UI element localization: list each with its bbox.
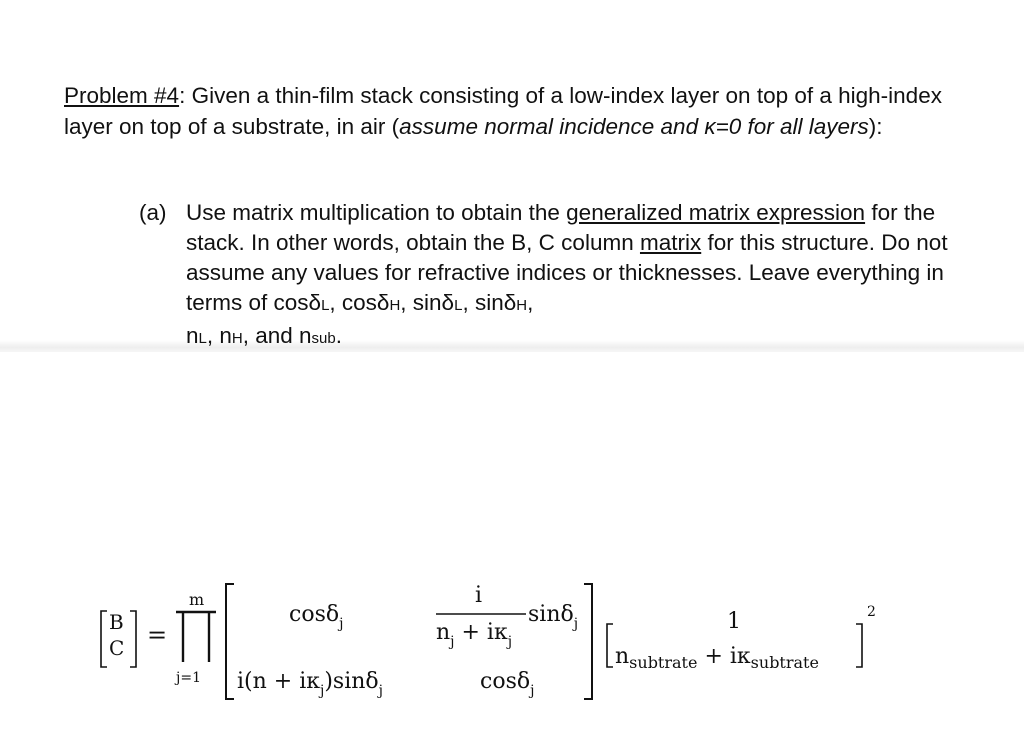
m11-main: cosδ — [289, 602, 340, 627]
part-a-t6: , sinδ — [462, 290, 517, 315]
matrix-right-bracket — [584, 584, 592, 699]
vector-left-bracket — [101, 611, 107, 667]
m12-den-n: n — [436, 620, 451, 645]
m12-den-sub2: j — [507, 634, 513, 650]
problem-colon: : — [179, 83, 186, 108]
sub-h-1: H — [389, 297, 401, 314]
part-a-n1: n — [186, 323, 199, 348]
m12-sin-sub: j — [573, 616, 579, 632]
column-plus: + iκ — [697, 644, 751, 669]
part-a-t5: , sinδ — [400, 290, 455, 315]
sub-h-2: H — [516, 297, 528, 314]
vector-b: B — [109, 610, 124, 634]
column-n-sub: subtrate — [629, 653, 698, 672]
m11-sub: j — [339, 616, 344, 632]
m12-denominator — [436, 620, 513, 650]
m12-den-sub1: j — [450, 634, 455, 650]
column-k-sub: subtrate — [750, 653, 819, 672]
part-a-t2: for the stack. In other words, obtain the B, C column — [186, 200, 936, 255]
part-a-t3: for this structure. Do not assume any values for refractive indices or thicknesses. Leave everything in terms of cosδ — [186, 230, 948, 315]
part-a-t7: , — [527, 290, 534, 315]
sub-h-3: H — [231, 330, 243, 347]
m12-numerator: i — [475, 583, 483, 608]
column-top: 1 — [727, 609, 741, 634]
problem-assumption: assume normal incidence and κ=0 for all layers — [399, 114, 869, 139]
m12-sin-main: sinδ — [528, 602, 574, 627]
upper-limit: m — [189, 590, 205, 609]
m11-cos — [289, 602, 344, 632]
problem-label: Problem #4 — [64, 83, 180, 108]
part-a-t10: . — [335, 323, 342, 348]
vector-c: C — [109, 636, 125, 660]
m21-a: i(n + iκ — [237, 669, 320, 694]
lower-limit: j=1 — [176, 670, 201, 686]
m12-sin — [528, 602, 579, 632]
sub-sub: sub — [311, 330, 336, 347]
m21-sub2: j — [378, 683, 384, 699]
part-a-t8: , n — [206, 323, 232, 348]
m21 — [237, 669, 384, 699]
m12-den-plus: + iκ — [454, 620, 508, 645]
matrix-left-bracket — [226, 584, 234, 699]
product-symbol — [176, 560, 177, 561]
m22-cos — [480, 669, 535, 699]
column-left-bracket — [607, 624, 613, 667]
part-a-t4: , cosδ — [329, 290, 390, 315]
m22-sub: j — [530, 683, 535, 699]
link-generalized-matrix-expression: generalized matrix expression — [566, 200, 866, 225]
sub-l-1: L — [321, 297, 330, 314]
part-a-t9: , and n — [242, 323, 312, 348]
column-right-bracket — [856, 624, 862, 667]
m21-b: )sinδ — [324, 669, 379, 694]
part-a-t1: Use matrix multiplication to obtain the — [186, 200, 567, 225]
sub-l-2: L — [454, 297, 463, 314]
sub-l-3: L — [198, 330, 207, 347]
m22-main: cosδ — [480, 669, 531, 694]
problem-intro: Given a thin-film stack consisting of a low-index layer on top of a high-index layer on top of a substrate, in air ( — [64, 83, 942, 139]
column-bottom — [615, 644, 819, 672]
vector-right-bracket — [130, 611, 136, 667]
problem-intro-end: ): — [868, 114, 883, 139]
m21-sub1: j — [320, 683, 325, 699]
part-a-marker: (a) — [139, 200, 167, 225]
column-n: n — [615, 644, 630, 669]
link-matrix: matrix — [639, 230, 702, 255]
equals-sign: = — [147, 621, 168, 649]
exponent: 2 — [867, 604, 876, 620]
